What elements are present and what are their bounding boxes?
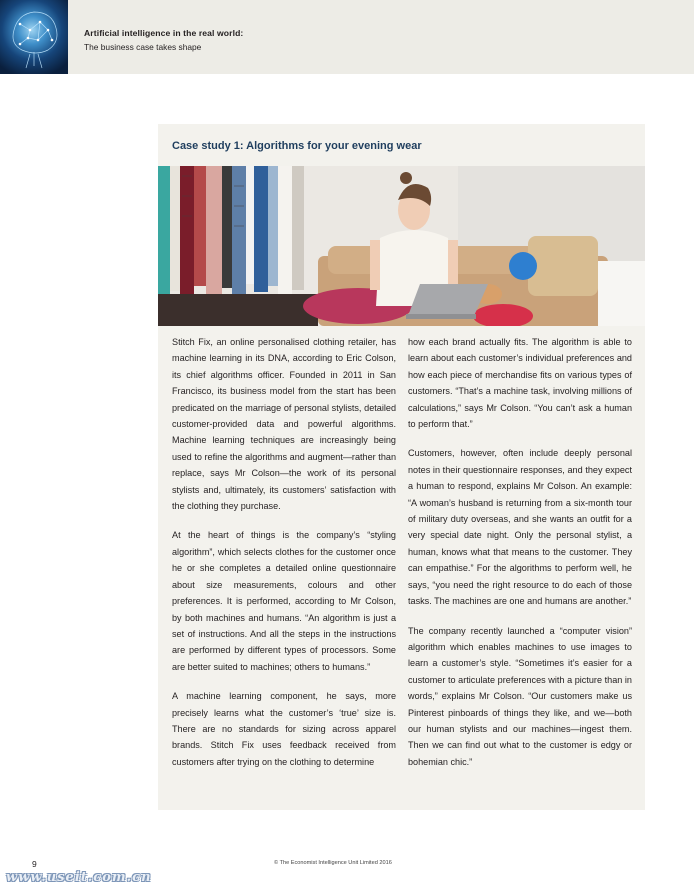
- left-column: [172, 334, 396, 783]
- case-study-box: [158, 124, 645, 810]
- watermark: www.useit.com.cn: [6, 870, 152, 885]
- right-paragraph-3: The company recently launched a “computer vision” algorithm which enables machines to use images to learn a customer’s style. “Sometimes it’s easier for a customer to articulate preferences with a picture than in words,” explains Mr Colson. “Our customers make us Pinterest pinboards of things they like, and we—both our human stylists and our machines—ingest them. Then we can find out what to the customer is edgy or bohemian chic.”: [408, 625, 632, 767]
- left-paragraph-1: Stitch Fix, an online personalised clothing retailer, has machine learning in its DNA, according to Eric Colson, its chief algorithms officer. Founded in 2011 in San Francisco, its business model from the start has been predicated on the marriage of personal stylists, detailed customer-provided data and powerful algorithms. Machine learning techniques are increasingly being used to refine the algorithms and augment—rather than replace, says Mr Colson—the work of its personal stylists and, ultimately, its customers’ satisfaction with the clothing they purchase.: [172, 337, 396, 512]
- page-number: 9: [32, 859, 37, 869]
- right-paragraph-1: how each brand actually fits. The algorithm is able to learn about each customer’s individual preferences and how each piece of merchandise fits on various types of customers. “That’s a machine task, involving millions of calculations,” says Mr Colson. “You can’t ask a human to perform that.”: [408, 337, 632, 430]
- case-study-title: Case study 1: Algorithms for your evening wear: [172, 140, 422, 152]
- report-title: Artificial intelligence in the real world:: [84, 28, 244, 38]
- left-paragraph-3: A machine learning component, he says, more precisely learns what the customer’s ‘true’ size is. There are no standards for sizing across apparel brands. Stitch Fix uses feedback received from customers after trying on the clothing to determine: [172, 691, 396, 767]
- report-subtitle: The business case takes shape: [84, 42, 202, 52]
- ai-brain-icon: [0, 0, 68, 74]
- right-column: [408, 334, 632, 783]
- right-paragraph-2: Customers, however, often include deeply personal notes in their questionnaire responses, and they expect a human to respond, explains Mr Colson. An example: “A woman’s husband is returning from a six-month tour of military duty overseas, and she wants an outfit for a very special date night. Only the personal stylist, a human, knows what that means to the customer. They can empathise.” For the algorithms to perform well, he says, “you need the right resource to do each of those tasks. The machines are one and humans are another.”: [408, 448, 632, 607]
- woman-laptop-photo: [158, 166, 645, 326]
- left-paragraph-2: At the heart of things is the company’s “styling algorithm”, which selects clothes for the customer once he or she completes a detailed online questionnaire about size measurements, colours and other preferences. It is performed, according to Mr Colson, by both machines and humans. “An algorithm is just a set of instructions. And all the steps in the instructions are performed by different types of processors. Some are better suited to machines; others to humans.”: [172, 530, 396, 672]
- header-band: [0, 0, 694, 74]
- copyright-notice: © The Economist Intelligence Unit Limited 2016: [274, 860, 392, 866]
